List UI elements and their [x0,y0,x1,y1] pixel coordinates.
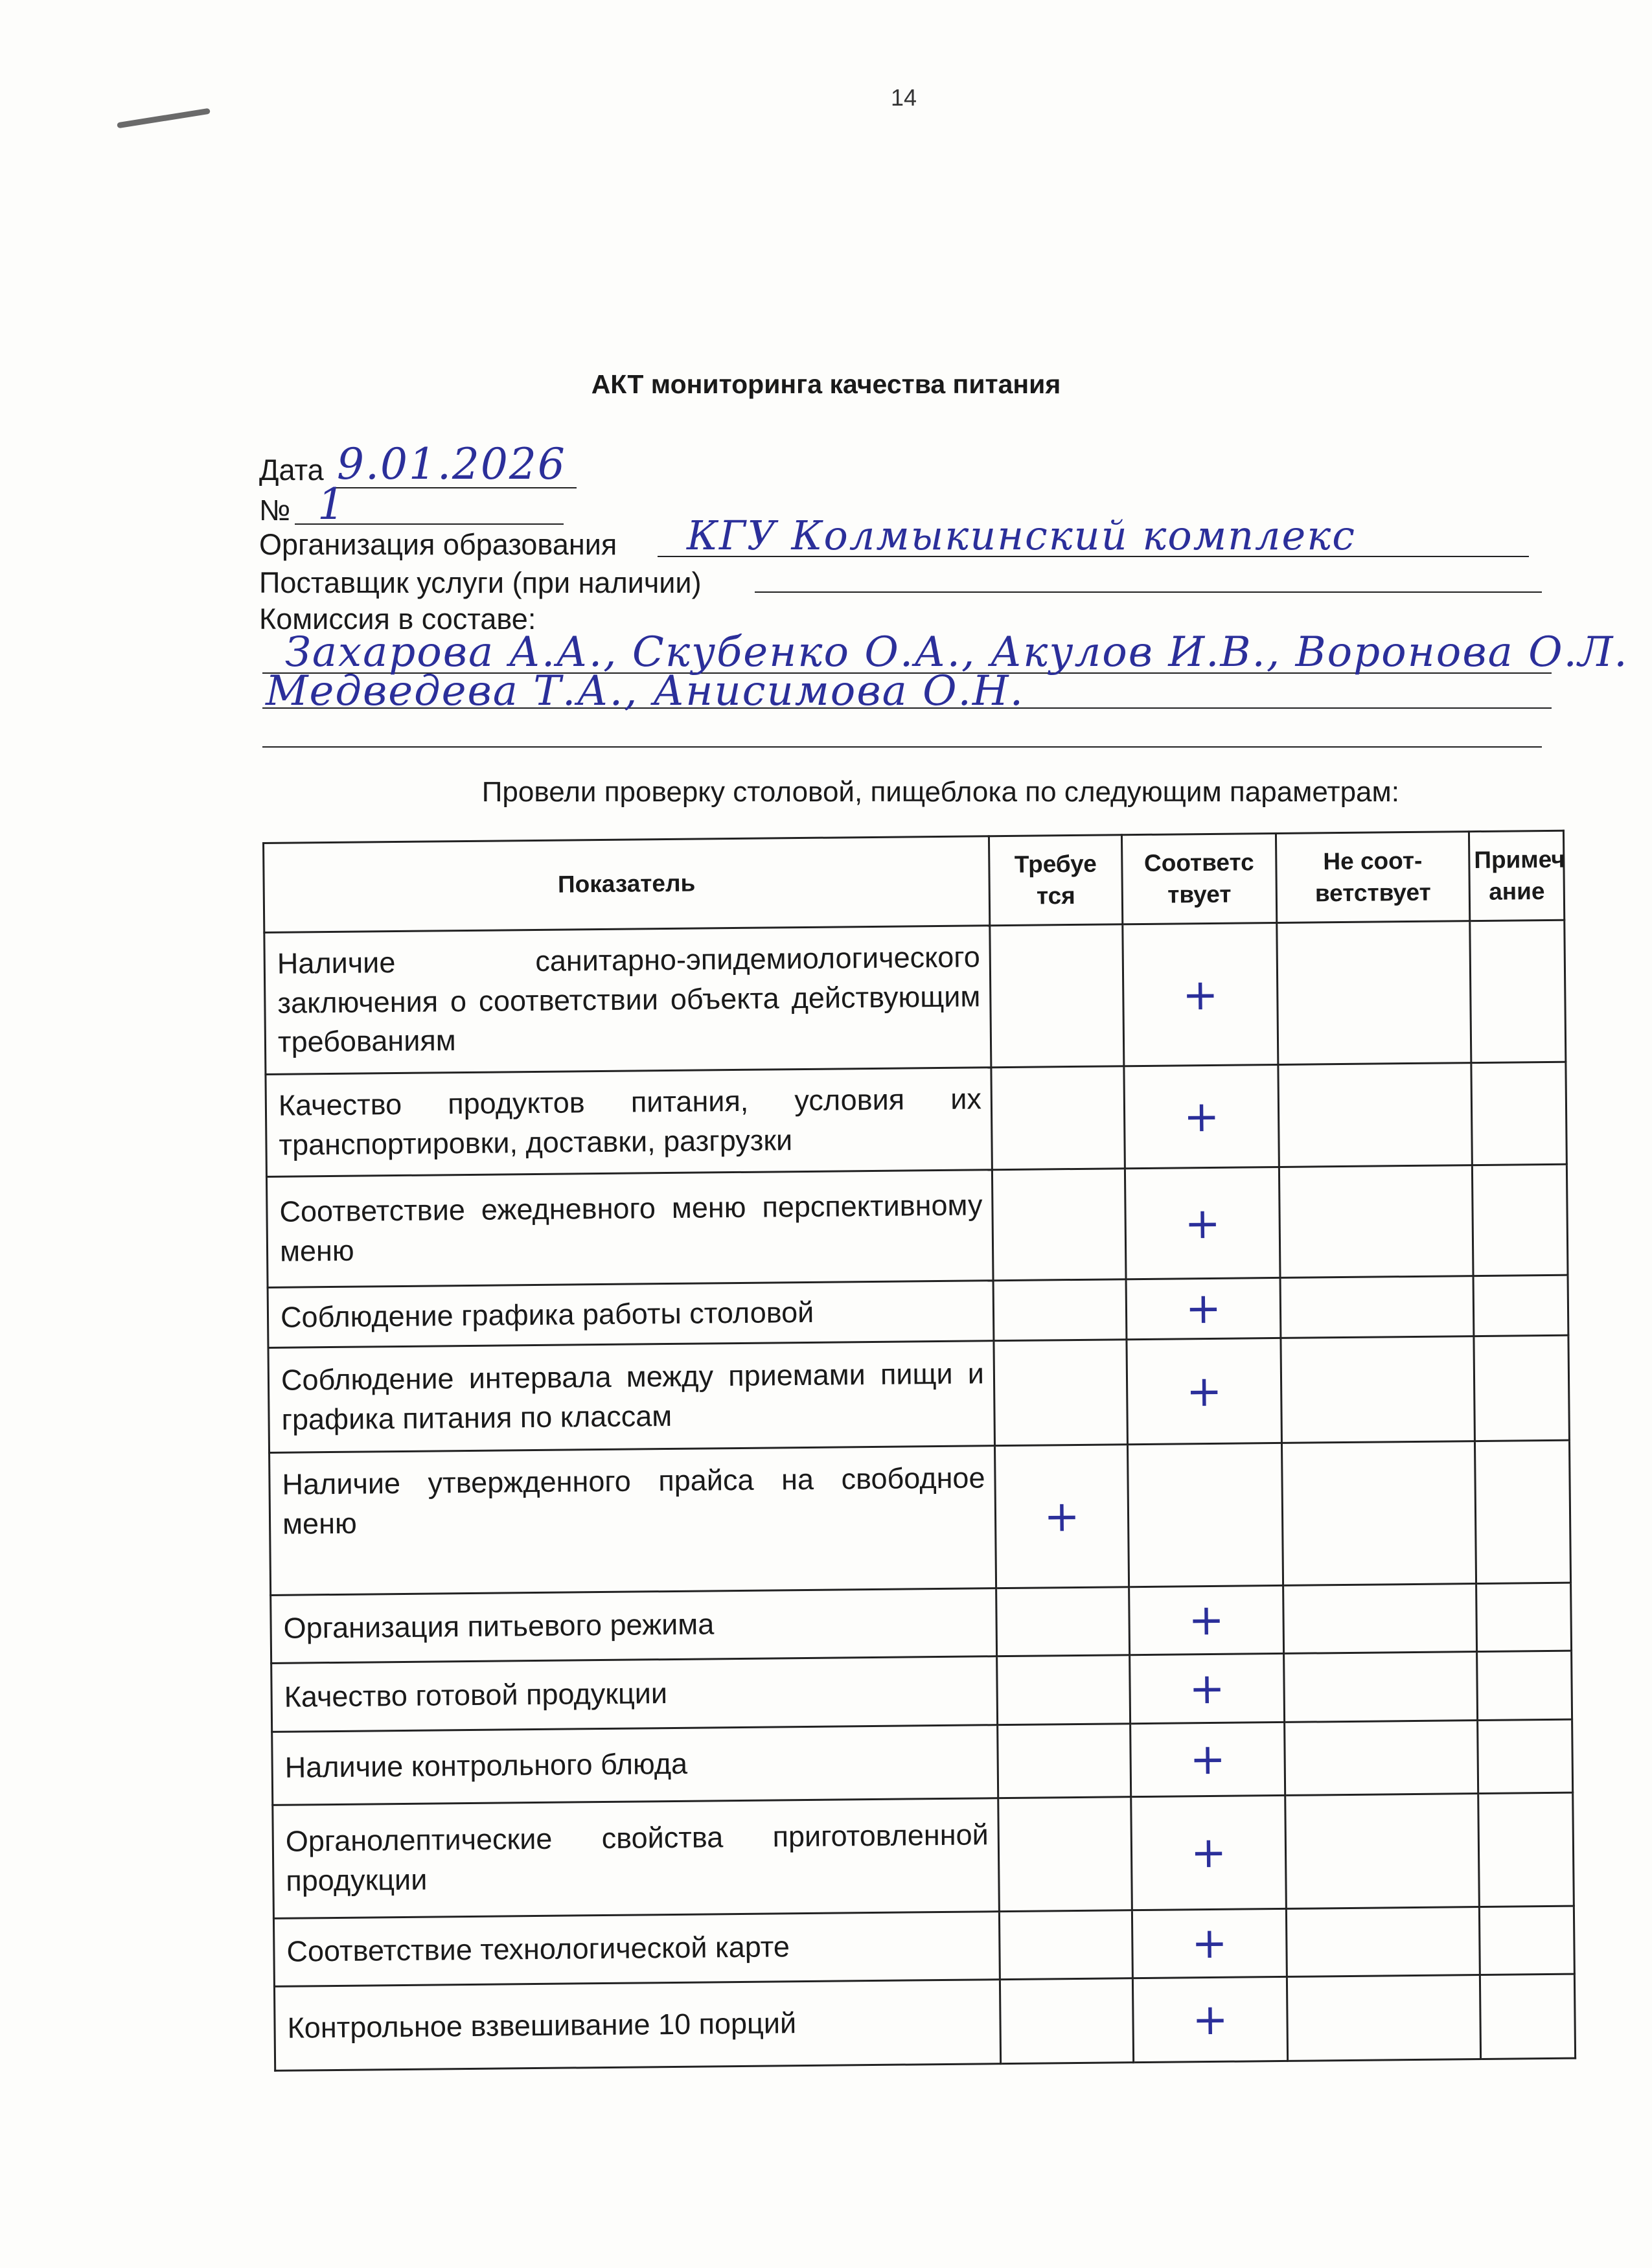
checkmark-plus-icon: + [1184,1198,1221,1248]
table-row [264,920,1566,1074]
required-cell [1000,1978,1133,2064]
note-cell [1474,1441,1570,1584]
note-cell [1473,1275,1568,1336]
number-row [259,494,290,527]
date-row [259,453,324,487]
required-cell [994,1445,1129,1588]
not-complies-cell [1287,1975,1480,2061]
page-number: 14 [891,84,917,111]
note-cell [1480,1974,1575,2059]
not-complies-cell [1283,1583,1477,1653]
not-complies-cell [1285,1720,1478,1795]
table-row [268,1335,1569,1453]
organization-value: КГУ Колмыкинский комплекс [687,512,1356,559]
checkmark-plus-icon: + [1185,1283,1222,1334]
required-cell [997,1655,1130,1724]
note-cell [1470,920,1566,1063]
commission-members-line-1: Захарова А.А., Скубенко О.А., Акулов И.В., Воронова О.Л. [285,628,1629,676]
monitoring-table [262,830,1574,2072]
checkmark-plus-icon: + [1188,1595,1225,1645]
not-complies-cell [1281,1441,1476,1585]
table-row [274,1974,1575,2070]
number-label: № [259,494,291,527]
required-cell [994,1340,1128,1446]
not-complies-cell [1278,1063,1473,1167]
checkmark-plus-icon: + [1189,1663,1226,1714]
complies-cell [1124,1065,1279,1169]
note-cell [1472,1165,1568,1276]
required-cell [990,924,1124,1068]
note-cell [1478,1793,1574,1907]
not-complies-cell [1279,1165,1473,1277]
indicator-cell: Соблюдение графика работы столовой [268,1280,994,1347]
complies-cell [1125,1167,1280,1279]
not-complies-cell [1280,1276,1474,1338]
required-cell [996,1586,1130,1656]
not-complies-cell [1281,1336,1475,1443]
indicator-cell: Органолептические свойства приготовленной продукции [273,1798,1000,1918]
complies-cell [1129,1585,1284,1655]
table-row [266,1062,1566,1177]
required-cell [992,1169,1126,1280]
indicator-cell: Качество продуктов питания, условия их транспортировки, доставки, разгрузки [266,1068,992,1177]
commission-line-3 [262,746,1542,748]
complies-cell [1127,1443,1283,1586]
document-title: АКТ мониторинга качества питания [591,369,1061,399]
commission-members-line-2: Медведева Т.А., Анисимова О.Н. [266,667,1025,715]
indicator-cell: Наличие утвержденного прайса на свободное меню [270,1446,996,1595]
indicator-cell: Соблюдение интервала между приемами пищи и графика питания по классам [268,1341,995,1453]
note-cell [1471,1062,1567,1165]
checkmark-plus-icon: + [1044,1491,1081,1542]
date-value: 9.01.2026 [337,439,566,489]
not-complies-cell [1284,1652,1478,1722]
not-complies-cell [1285,1794,1480,1908]
pen-stroke-mark [117,108,211,129]
indicator-cell: Организация питьевого режима [271,1588,997,1663]
note-cell [1476,1583,1572,1652]
required-cell [998,1723,1131,1798]
required-cell [999,1910,1132,1979]
commission-label: Комиссия в составе: [259,602,536,636]
required-cell [991,1066,1125,1170]
checkmark-plus-icon: + [1183,1092,1220,1142]
table-row [271,1651,1572,1732]
indicator-cell: Соответствие технологической карте [273,1911,1000,1986]
checkmark-plus-icon: + [1189,1734,1226,1785]
table-row [270,1441,1571,1595]
indicator-cell: Контрольное взвешивание 10 порций [274,1980,1000,2071]
column-header-note: Примеч ание [1469,830,1564,921]
not-complies-cell [1286,1907,1480,1976]
column-header-not-complies: Не соот-ветствует [1276,832,1469,923]
complies-cell [1131,1796,1287,1910]
supplier-label: Поставщик услуги (при наличии) [259,566,702,599]
not-complies-cell [1277,921,1471,1065]
column-header-indicator: Показатель [264,836,990,933]
note-cell [1479,1906,1574,1975]
checkmark-plus-icon: + [1191,1994,1229,2045]
intro-text: Провели проверку столовой, пищеблока по следующим параметрам: [481,776,1399,808]
date-label: Дата [259,453,324,487]
table-row [272,1719,1573,1805]
complies-cell [1123,922,1278,1066]
complies-cell [1127,1338,1282,1445]
complies-cell [1126,1277,1281,1340]
column-header-complies: Соответс твует [1121,833,1276,924]
organization-label: Организация образования [259,528,617,561]
indicator-cell: Соответствие ежедневного меню перспективному меню [266,1170,993,1287]
checkmark-plus-icon: + [1182,969,1219,1020]
required-cell [998,1797,1132,1911]
supplier-underline [755,591,1542,593]
note-cell [1478,1719,1573,1794]
column-header-required: Требуе тся [989,835,1122,926]
checkmark-plus-icon: + [1186,1366,1222,1417]
complies-cell [1130,1722,1285,1797]
required-cell [993,1279,1127,1341]
organization-row [259,528,617,562]
complies-cell [1132,1976,1287,2062]
indicator-cell: Качество готовой продукции [271,1656,998,1732]
table-row [271,1583,1572,1664]
checkmark-plus-icon: + [1190,1827,1227,1878]
table-row [273,1906,1574,1987]
checkmark-plus-icon: + [1191,1918,1228,1969]
supplier-row [259,566,702,600]
note-cell [1477,1651,1572,1720]
number-value: 1 [317,479,346,529]
table-header-row [264,830,1565,932]
indicator-cell: Наличие санитарно-эпидемиологического заключения о соответствии объекта действующим требованиям [264,926,991,1075]
table-row [273,1793,1574,1918]
note-cell [1474,1335,1570,1441]
complies-cell [1132,1908,1287,1978]
table-row [266,1165,1568,1288]
indicator-cell: Наличие контрольного блюда [272,1724,998,1805]
complies-cell [1130,1653,1285,1723]
